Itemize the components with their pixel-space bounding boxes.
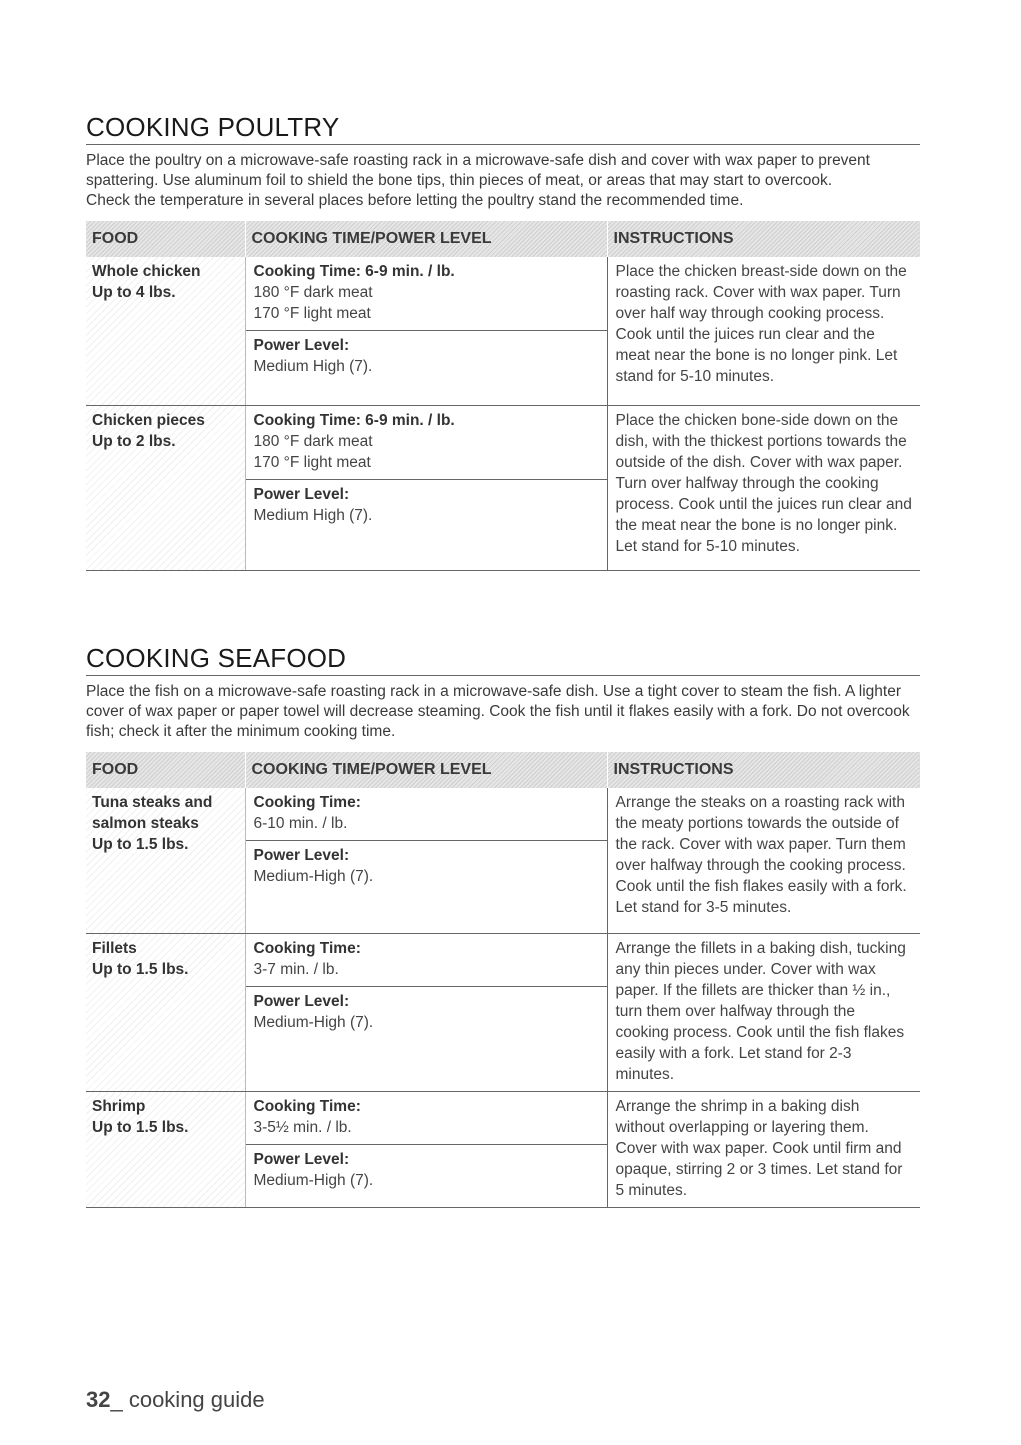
food-cell xyxy=(86,934,245,1092)
table-row xyxy=(86,1092,920,1208)
cooking-time-value: 180 °F dark meat xyxy=(253,284,373,301)
instructions-cell: Place the chicken breast-side down on the roasting rack. Cover with wax paper. Turn over half way through cooking process. Cook until the juices run clear and the meat near the bone is no longer pink. Let stand for 5-10 minutes. xyxy=(607,257,920,406)
poultry-intro-paragraph: Place the poultry on a microwave-safe roasting rack in a microwave-safe dish and cover with wax paper to prevent spattering. Use aluminum foil to shield the bone tips, thin pieces of meat, or areas that may start to overcook. xyxy=(86,152,870,189)
food-name: Shrimp xyxy=(92,1098,146,1115)
time-power-cell xyxy=(245,1092,607,1208)
cooking-time-label: Cooking Time: 6-9 min. / lb. xyxy=(253,412,455,429)
food-weight: Up to 1.5 lbs. xyxy=(92,836,189,853)
food-name: Whole chicken xyxy=(92,263,201,280)
instructions-cell: Place the chicken bone-side down on the dish, with the thickest portions towards the outside of the dish. Cover with wax paper. Turn over halfway through the cooking process. Cook until the juices run clear and the meat near the bone is no longer pink. Let stand for 5-10 minutes. xyxy=(607,406,920,571)
power-level-value: Medium-High (7). xyxy=(253,1014,374,1031)
power-level-block xyxy=(246,479,607,570)
power-level-label: Power Level: xyxy=(253,1151,350,1168)
cooking-time-block xyxy=(246,1092,607,1144)
food-name: Tuna steaks and xyxy=(92,794,213,811)
cooking-time-value: 6-10 min. / lb. xyxy=(253,815,348,832)
header-cooking-time: COOKING TIME/POWER LEVEL xyxy=(245,221,607,257)
header-cooking-time: COOKING TIME/POWER LEVEL xyxy=(245,752,607,788)
table-row xyxy=(86,788,920,934)
food-cell xyxy=(86,788,245,934)
power-level-block xyxy=(246,330,607,405)
instructions-cell: Arrange the steaks on a roasting rack with the meaty portions towards the outside of the rack. Cover with wax paper. Turn them over halfway through the cooking process. Cook until the fish flakes easily with a fork. Let stand for 3-5 minutes. xyxy=(607,788,920,934)
cooking-time-block xyxy=(246,934,607,986)
food-weight: Up to 2 lbs. xyxy=(92,433,176,450)
power-level-label: Power Level: xyxy=(253,337,350,354)
cooking-time-block xyxy=(246,257,607,330)
cooking-time-value: 3-5½ min. / lb. xyxy=(253,1119,352,1136)
seafood-title: COOKING SEAFOOD xyxy=(86,643,920,676)
seafood-intro-paragraph: Place the fish on a microwave-safe roasting rack in a microwave-safe dish. Use a tight cover to steam the fish. A lighter cover of wax paper or paper towel will decrease steaming. Cook the fish until it flakes easily with a fork. Do not overcook fish; check it after the minimum cooking time. xyxy=(86,683,910,740)
power-level-block xyxy=(246,1144,607,1197)
footer-text: _ cooking guide xyxy=(110,1387,265,1412)
food-cell xyxy=(86,257,245,406)
power-level-value: Medium-High (7). xyxy=(253,868,374,885)
power-level-value: Medium High (7). xyxy=(253,507,373,524)
power-level-label: Power Level: xyxy=(253,486,350,503)
cooking-time-value: 170 °F light meat xyxy=(253,454,371,471)
header-instructions: INSTRUCTIONS xyxy=(607,752,920,788)
food-name: salmon steaks xyxy=(92,815,199,832)
food-weight: Up to 1.5 lbs. xyxy=(92,1119,189,1136)
time-power-cell xyxy=(245,406,607,571)
cooking-time-value: 3-7 min. / lb. xyxy=(253,961,339,978)
food-cell xyxy=(86,406,245,571)
time-power-cell xyxy=(245,257,607,406)
food-name: Chicken pieces xyxy=(92,412,205,429)
cooking-time-value: 180 °F dark meat xyxy=(253,433,373,450)
table-header-row xyxy=(86,221,920,257)
header-food: FOOD xyxy=(86,221,245,257)
power-level-label: Power Level: xyxy=(253,993,350,1010)
seafood-table xyxy=(86,752,920,1208)
page-number: 32 xyxy=(86,1387,111,1412)
cooking-time-label: Cooking Time: xyxy=(253,940,361,957)
cooking-time-value: 170 °F light meat xyxy=(253,305,371,322)
time-power-cell xyxy=(245,934,607,1092)
food-name: Fillets xyxy=(92,940,137,957)
power-level-label: Power Level: xyxy=(253,847,350,864)
cooking-time-label: Cooking Time: 6-9 min. / lb. xyxy=(253,263,455,280)
cooking-time-block xyxy=(246,788,607,840)
table-header-row xyxy=(86,752,920,788)
cooking-time-block xyxy=(246,406,607,479)
time-power-cell xyxy=(245,788,607,934)
poultry-title: COOKING POULTRY xyxy=(86,112,920,145)
poultry-intro-paragraph: Check the temperature in several places before letting the poultry stand the recommended time. xyxy=(86,192,744,209)
cooking-time-label: Cooking Time: xyxy=(253,794,361,811)
food-cell xyxy=(86,1092,245,1208)
header-food: FOOD xyxy=(86,752,245,788)
poultry-section xyxy=(86,112,920,571)
instructions-cell: Arrange the fillets in a baking dish, tucking any thin pieces under. Cover with wax paper. If the fillets are thicker than ½ in., turn them over halfway through the cooking process. Cook until the fish flakes easily with a fork. Let stand for 2-3 minutes. xyxy=(607,934,920,1092)
poultry-intro xyxy=(86,151,920,211)
power-level-value: Medium-High (7). xyxy=(253,1172,374,1189)
poultry-table xyxy=(86,221,920,571)
instructions-cell: Arrange the shrimp in a baking dish without overlapping or layering them. Cover with wax paper. Cook until firm and opaque, stirring 2 or 3 times. Let stand for 5 minutes. xyxy=(607,1092,920,1208)
table-row xyxy=(86,934,920,1092)
table-row xyxy=(86,257,920,406)
power-level-value: Medium High (7). xyxy=(253,358,373,375)
food-weight: Up to 4 lbs. xyxy=(92,284,176,301)
cooking-time-label: Cooking Time: xyxy=(253,1098,361,1115)
seafood-section xyxy=(86,643,920,1208)
power-level-block xyxy=(246,986,607,1079)
food-weight: Up to 1.5 lbs. xyxy=(92,961,189,978)
header-instructions: INSTRUCTIONS xyxy=(607,221,920,257)
table-row xyxy=(86,406,920,571)
power-level-block xyxy=(246,840,607,933)
page-footer xyxy=(86,1387,265,1413)
seafood-intro xyxy=(86,682,920,742)
